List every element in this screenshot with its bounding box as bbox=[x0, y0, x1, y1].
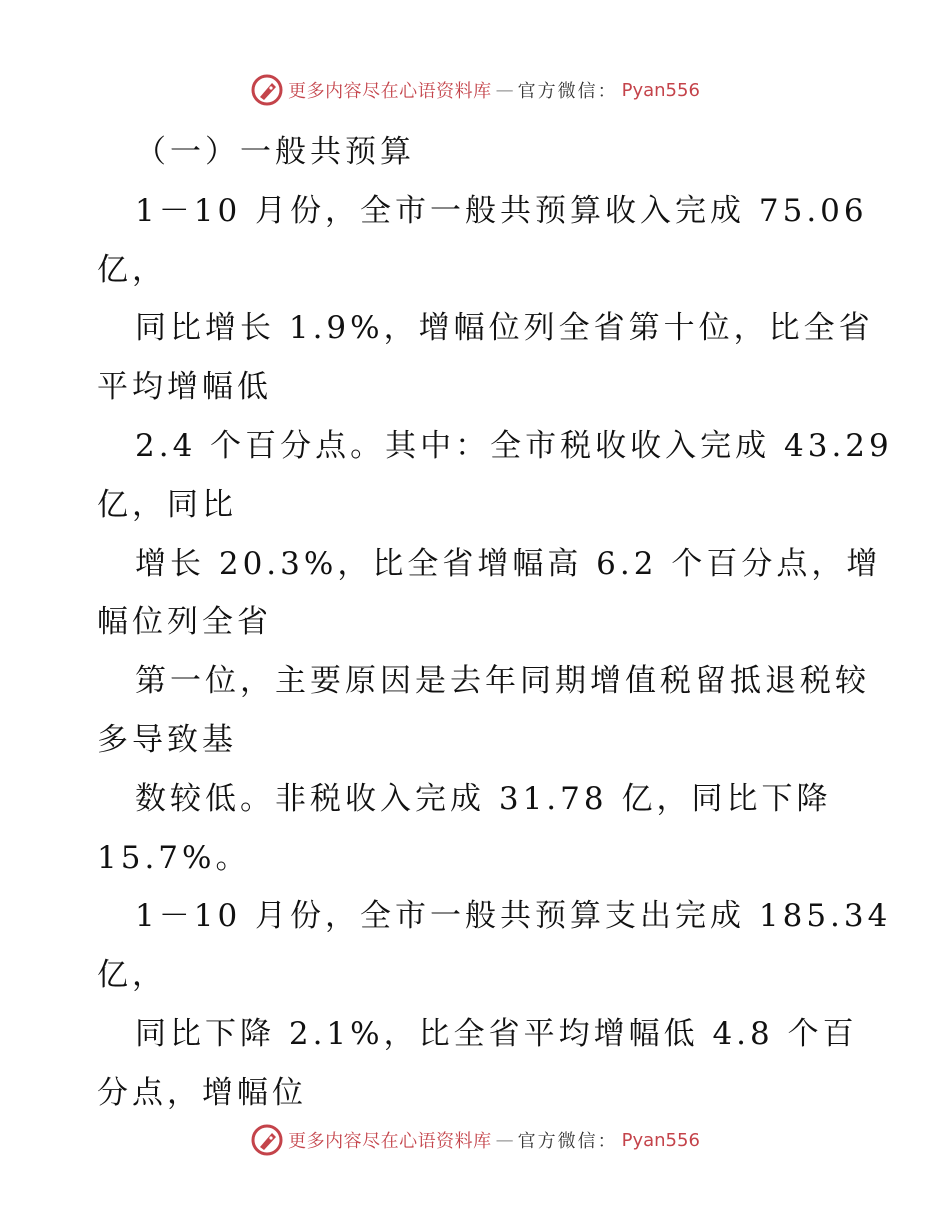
text-line: 幅位列全省 bbox=[97, 604, 272, 641]
watermark-label: 官方微信： bbox=[517, 1131, 618, 1152]
watermark-text: 更多内容尽在心语资料库 bbox=[288, 1131, 492, 1152]
text-line: 2.4 个百分点。其中：全市税收收入完成 43.29 bbox=[135, 427, 893, 464]
text-line: 数较低。非税收入完成 31.78 亿，同比下降 bbox=[135, 780, 832, 817]
text-line: 增长 20.3%，比全省增幅高 6.2 个百分点，增 bbox=[135, 545, 882, 582]
text-line: 同比增长 1.9%，增幅位列全省第十位，比全省 bbox=[135, 310, 874, 347]
text-line: 平均增幅低 bbox=[97, 369, 272, 406]
section-heading: （一）一般共预算 bbox=[135, 134, 415, 170]
text-line: 分点，增幅位 bbox=[97, 1074, 307, 1111]
text-line: 亿， bbox=[97, 251, 167, 288]
text-line: 15.7%。 bbox=[97, 839, 251, 876]
text-line: 同比下降 2.1%，比全省平均增幅低 4.8 个百 bbox=[135, 1015, 858, 1052]
text-line: 1－10 月份，全市一般共预算支出完成 185.34 bbox=[135, 898, 892, 935]
watermark-separator: — bbox=[495, 1129, 514, 1151]
pen-nib-logo-icon bbox=[250, 73, 284, 107]
text-line: 亿，同比 bbox=[97, 486, 237, 523]
watermark-id: Pyan556 bbox=[621, 79, 700, 101]
watermark-id: Pyan556 bbox=[621, 1129, 700, 1151]
watermark-label: 官方微信： bbox=[517, 81, 618, 102]
watermark-footer bbox=[0, 1120, 950, 1160]
watermark-header bbox=[0, 70, 950, 110]
text-line: 1－10 月份，全市一般共预算收入完成 75.06 bbox=[135, 192, 868, 229]
pen-nib-logo-icon bbox=[250, 1123, 284, 1157]
text-line: 亿， bbox=[97, 957, 167, 994]
document-body bbox=[97, 123, 893, 1123]
text-line: 多导致基 bbox=[97, 721, 237, 758]
text-line: 第一位，主要原因是去年同期增值税留抵退税较 bbox=[135, 663, 870, 700]
watermark-separator: — bbox=[495, 79, 514, 101]
watermark-text: 更多内容尽在心语资料库 bbox=[288, 81, 492, 102]
